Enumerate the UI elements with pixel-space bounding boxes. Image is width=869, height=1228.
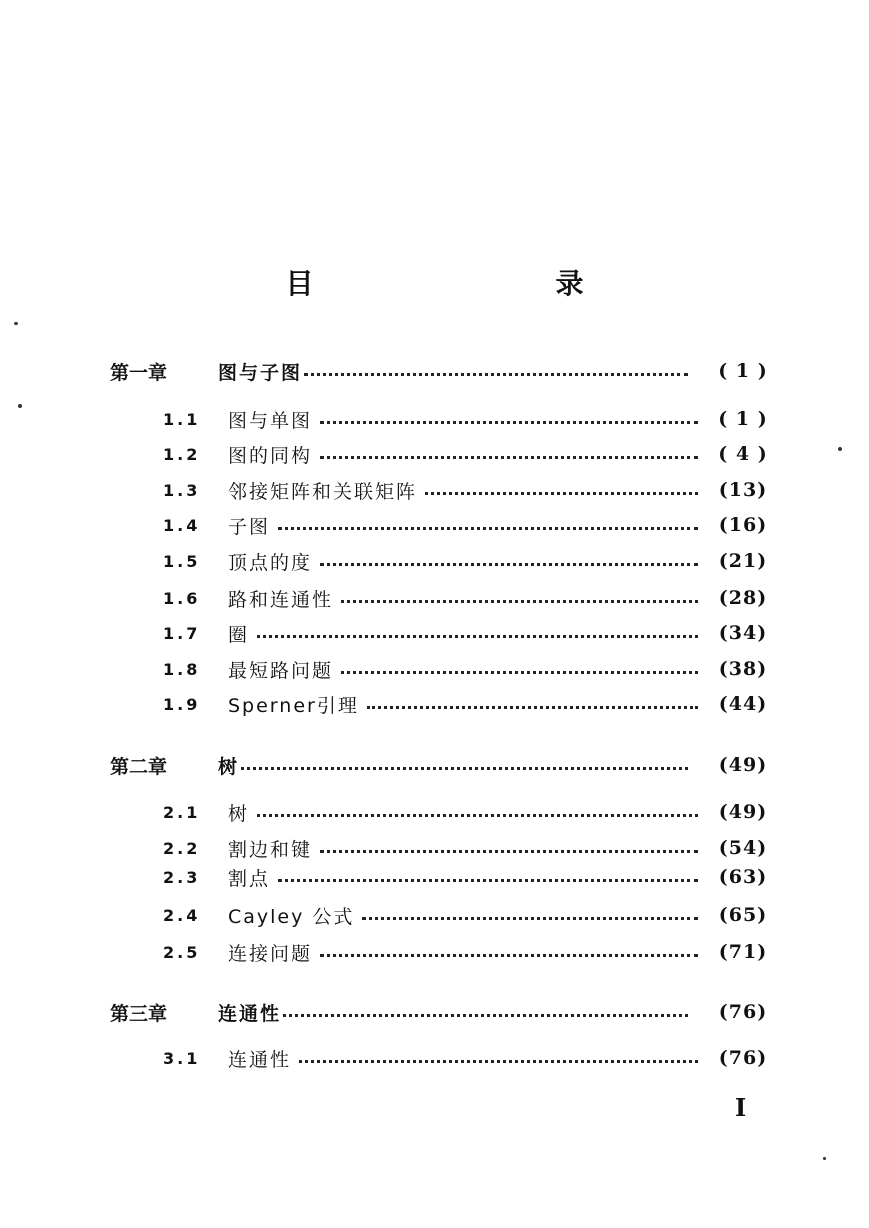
toc-section-row	[0, 439, 869, 469]
entry-title: 树	[218, 755, 240, 778]
entry-label	[228, 585, 698, 612]
section-number: 2.2	[163, 838, 201, 858]
chapter-number: 第三章	[110, 1002, 168, 1025]
section-number: 1.3	[163, 480, 201, 500]
entry-page-number: ( 1 )	[718, 360, 768, 382]
dot-leader	[341, 600, 698, 603]
entry-page-number: (16)	[718, 514, 768, 536]
section-number: 1.8	[163, 659, 201, 679]
entry-label	[228, 512, 698, 539]
toc-section-row	[0, 618, 869, 648]
entry-page-number: (65)	[718, 904, 768, 926]
entry-title: 路和连通性	[228, 588, 334, 611]
section-number: 1.2	[163, 444, 201, 464]
dot-leader	[367, 706, 698, 709]
toc-section-row	[0, 900, 869, 930]
chapter-number: 第一章	[110, 361, 168, 384]
dot-leader	[241, 767, 688, 770]
entry-page-number: (76)	[718, 1047, 768, 1069]
section-number: 1.7	[163, 623, 201, 643]
section-number: 2.1	[163, 802, 201, 822]
dot-leader	[320, 850, 698, 853]
dot-leader	[257, 635, 698, 638]
entry-label	[228, 864, 698, 891]
page-title: 目 录	[285, 267, 646, 300]
entry-label	[228, 548, 698, 575]
entry-title: Cayley 公式	[228, 905, 355, 928]
dot-leader	[283, 1014, 688, 1017]
section-number: 1.4	[163, 515, 201, 535]
section-number: 1.6	[163, 588, 201, 608]
toc-section-row	[0, 654, 869, 684]
entry-page-number: (49)	[718, 801, 768, 823]
entry-label	[218, 752, 688, 779]
entry-label	[228, 1045, 698, 1072]
entry-page-number: (63)	[718, 866, 768, 888]
dot-leader	[362, 917, 698, 920]
entry-label	[228, 477, 698, 504]
entry-title: 圈	[228, 623, 250, 646]
entry-label	[228, 406, 698, 433]
entry-label	[228, 620, 698, 647]
entry-title: 图的同构	[228, 444, 313, 467]
entry-page-number: (13)	[718, 479, 768, 501]
toc-section-row	[0, 833, 869, 863]
entry-title: 连通性	[228, 1048, 292, 1071]
entry-page-number: (54)	[718, 837, 768, 859]
scan-speck	[838, 447, 842, 451]
entry-label	[228, 835, 698, 862]
dot-leader	[278, 527, 698, 530]
dot-leader	[341, 671, 698, 674]
dot-leader	[320, 954, 698, 957]
entry-title: 子图	[228, 515, 271, 538]
toc-section-row	[0, 797, 869, 827]
entry-title: 割点	[228, 867, 271, 890]
entry-page-number: (34)	[718, 622, 768, 644]
toc-section-row	[0, 583, 869, 613]
entry-label	[228, 656, 698, 683]
toc-section-row	[0, 546, 869, 576]
dot-leader	[425, 492, 698, 495]
dot-leader	[320, 456, 698, 459]
toc-section-row	[0, 862, 869, 892]
entry-page-number: (28)	[718, 587, 768, 609]
entry-label	[218, 999, 688, 1026]
entry-title: 顶点的度	[228, 551, 313, 574]
entry-title: 最短路问题	[228, 659, 334, 682]
section-number: 1.5	[163, 551, 201, 571]
entry-page-number: (38)	[718, 658, 768, 680]
dot-leader	[278, 879, 698, 882]
scan-speck	[18, 404, 22, 408]
section-number: 1.9	[163, 694, 201, 714]
toc-section-row	[0, 510, 869, 540]
section-number: 1.1	[163, 409, 201, 429]
toc-chapter-row	[0, 997, 869, 1027]
section-number: 2.5	[163, 942, 201, 962]
entry-title: 邻接矩阵和关联矩阵	[228, 480, 418, 503]
entry-label	[228, 902, 698, 929]
dot-leader	[304, 373, 688, 376]
dot-leader	[320, 421, 698, 424]
entry-page-number: (71)	[718, 941, 768, 963]
section-number: 2.3	[163, 867, 201, 887]
entry-title: Sperner引理	[228, 694, 359, 717]
entry-page-number: (44)	[718, 693, 768, 715]
entry-title: 割边和键	[228, 838, 313, 861]
toc-chapter-row	[0, 750, 869, 780]
entry-label	[218, 358, 688, 385]
toc-section-row	[0, 689, 869, 719]
page-number: I	[735, 1093, 747, 1122]
scan-speck	[823, 1157, 826, 1160]
entry-label	[228, 799, 698, 826]
scan-speck	[14, 322, 18, 325]
chapter-number: 第二章	[110, 755, 168, 778]
toc-section-row	[0, 937, 869, 967]
toc-section-row	[0, 404, 869, 434]
entry-title: 树	[228, 802, 250, 825]
entry-label	[228, 441, 698, 468]
dot-leader	[257, 814, 698, 817]
entry-page-number: (76)	[718, 1001, 768, 1023]
entry-label	[228, 939, 698, 966]
dot-leader	[320, 563, 698, 566]
entry-label	[228, 691, 698, 718]
entry-page-number: (21)	[718, 550, 768, 572]
entry-title: 连接问题	[228, 942, 313, 965]
section-number: 3.1	[163, 1048, 201, 1068]
entry-page-number: (49)	[718, 754, 768, 776]
entry-page-number: ( 1 )	[718, 408, 768, 430]
section-number: 2.4	[163, 905, 201, 925]
entry-title: 图与子图	[218, 361, 303, 384]
entry-title: 连通性	[218, 1002, 282, 1025]
toc-section-row	[0, 1043, 869, 1073]
entry-page-number: ( 4 )	[718, 443, 768, 465]
dot-leader	[299, 1060, 698, 1063]
toc-section-row	[0, 475, 869, 505]
entry-title: 图与单图	[228, 409, 313, 432]
toc-chapter-row	[0, 356, 869, 386]
